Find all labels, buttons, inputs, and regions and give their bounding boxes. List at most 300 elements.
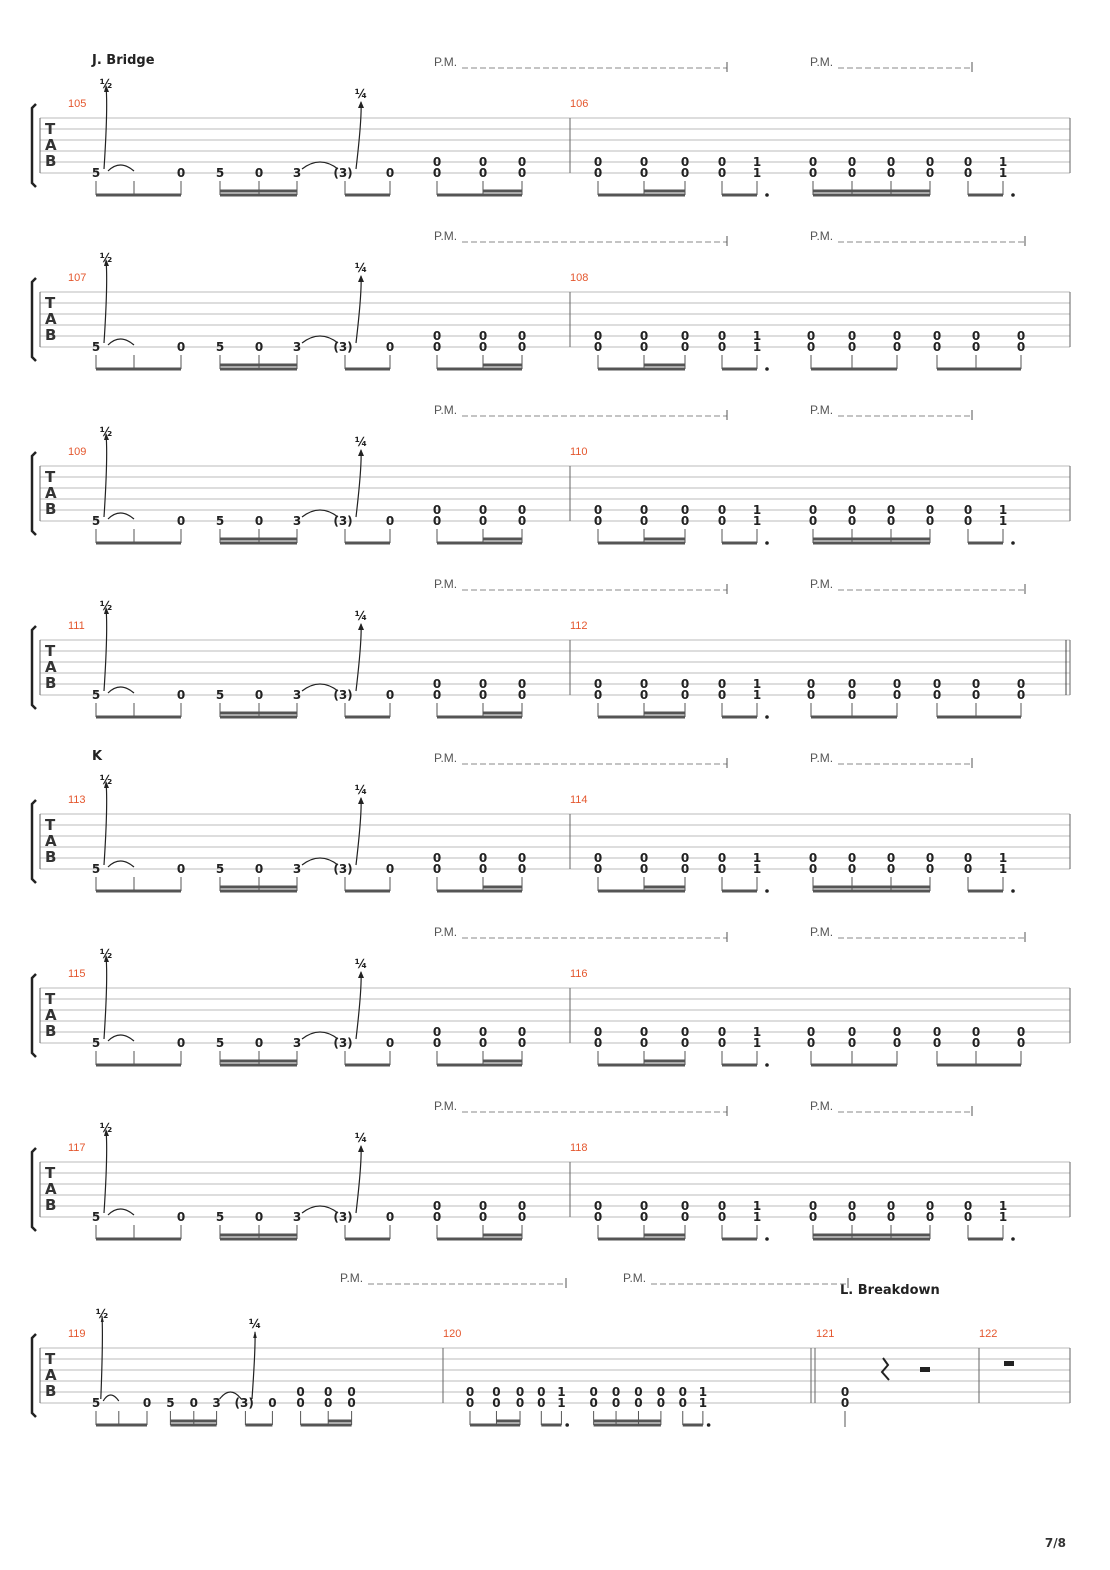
fret-number: 1: [998, 503, 1008, 517]
fret-number: 0: [717, 340, 727, 354]
measure-number: 113: [68, 794, 86, 806]
tab-clef-letter: B: [45, 674, 57, 692]
fret-number: 0: [639, 1210, 649, 1224]
dot: [1011, 193, 1015, 197]
tab-clef-letter: B: [45, 152, 57, 170]
fret-number: 0: [806, 340, 816, 354]
fret-number: 1: [752, 851, 762, 865]
fret-number: 0: [847, 503, 857, 517]
bend-arrow: [356, 276, 361, 343]
fret-number: 0: [593, 155, 603, 169]
bend-arrow: [104, 434, 107, 517]
fret-number: 0: [963, 503, 973, 517]
bend-arrow: [104, 956, 107, 1039]
fret-number: 0: [432, 688, 442, 702]
fret-number: 1: [998, 1210, 1008, 1224]
tab-clef-letter: A: [45, 484, 57, 502]
fret-number: 5: [91, 1210, 101, 1224]
bend-arrow: [356, 1146, 361, 1213]
fret-number: 0: [971, 677, 981, 691]
fret-number: 0: [971, 340, 981, 354]
tie-arc: [108, 861, 134, 867]
bend-arrowhead: [358, 971, 364, 978]
fret-number: 1: [998, 851, 1008, 865]
dot: [765, 889, 769, 893]
fret-number: 0: [478, 677, 488, 691]
fret-number: 0: [717, 155, 727, 169]
fret-number: 0: [808, 514, 818, 528]
fret-number: 0: [254, 688, 264, 702]
fret-number: 0: [680, 677, 690, 691]
fret-number: 0: [324, 1385, 333, 1399]
measure-number: 119: [68, 1328, 86, 1340]
fret-number: 0: [806, 677, 816, 691]
measure-number: 105: [68, 98, 87, 110]
fret-number: 0: [847, 677, 857, 691]
fret-number: 0: [593, 851, 603, 865]
fret-number: 1: [998, 1199, 1008, 1213]
bend-arrow: [104, 86, 107, 169]
bend-half-label: ½: [95, 1307, 109, 1321]
section-label: L. Breakdown: [840, 1283, 940, 1298]
fret-number: 0: [806, 688, 816, 702]
fret-number: 0: [385, 514, 395, 528]
fret-number: 0: [517, 329, 527, 343]
bend-arrow: [356, 624, 361, 691]
fret-number: 0: [268, 1396, 277, 1410]
fret-number: 3: [292, 1036, 302, 1050]
fret-number: 0: [678, 1385, 687, 1399]
measure-number: 122: [979, 1328, 998, 1340]
fret-number: 1: [752, 1199, 762, 1213]
fret-number: 1: [752, 329, 762, 343]
fret-number: 0: [537, 1396, 546, 1410]
fret-number: 0: [717, 503, 727, 517]
palm-mute-label: P.M.: [810, 925, 834, 939]
fret-number: 0: [176, 514, 186, 528]
dot: [765, 1237, 769, 1241]
measure-number: 111: [68, 620, 85, 632]
measure-number: 120: [443, 1328, 462, 1340]
fret-number: 0: [806, 1025, 816, 1039]
bend-quarter-label: ¼: [248, 1317, 262, 1331]
fret-number: 0: [925, 1210, 935, 1224]
dot: [707, 1423, 711, 1427]
fret-number: 1: [752, 166, 762, 180]
fret-number: 0: [847, 340, 857, 354]
fret-number: 0: [432, 1025, 442, 1039]
fret-number: 0: [593, 688, 603, 702]
fret-number: 3: [292, 514, 302, 528]
fret-number: 1: [698, 1385, 708, 1399]
fret-number: 0: [385, 340, 395, 354]
fret-number: 0: [296, 1385, 305, 1399]
fret-number: 0: [717, 514, 727, 528]
fret-number: 0: [593, 1025, 603, 1039]
fret-number: (3): [333, 514, 353, 528]
tab-clef-letter: B: [45, 1196, 57, 1214]
bend-arrow: [104, 608, 107, 691]
fret-number: 0: [639, 1036, 649, 1050]
fret-number: 5: [215, 514, 225, 528]
fret-number: 5: [91, 340, 101, 354]
tab-clef-letter: A: [45, 1180, 57, 1198]
fret-number: 5: [215, 166, 225, 180]
bend-arrowhead: [253, 1331, 257, 1338]
fret-number: 3: [292, 1210, 302, 1224]
fret-number: 0: [717, 677, 727, 691]
fret-number: (3): [234, 1396, 254, 1410]
fret-number: 0: [432, 1199, 442, 1213]
fret-number: 0: [1016, 329, 1026, 343]
fret-number: 1: [698, 1396, 708, 1410]
fret-number: 0: [925, 155, 935, 169]
system-bracket: [32, 974, 36, 1057]
system-bracket: [32, 1334, 36, 1417]
palm-mute-label: P.M.: [340, 1271, 364, 1285]
dot: [1011, 541, 1015, 545]
fret-number: 0: [517, 514, 527, 528]
fret-number: 0: [478, 155, 488, 169]
fret-number: 0: [517, 503, 527, 517]
palm-mute-label: P.M.: [434, 403, 458, 417]
fret-number: 3: [292, 688, 302, 702]
tab-clef-letter: T: [45, 816, 56, 834]
fret-number: 0: [886, 514, 896, 528]
fret-number: 0: [680, 514, 690, 528]
fret-number: 0: [347, 1385, 356, 1399]
fret-number: 5: [215, 688, 225, 702]
fret-number: 0: [806, 329, 816, 343]
fret-number: 0: [589, 1385, 598, 1399]
bend-half-label: ½: [99, 425, 113, 439]
fret-number: 0: [680, 155, 690, 169]
fret-number: 0: [847, 514, 857, 528]
tie-arc: [108, 1209, 134, 1215]
tab-clef-letter: T: [45, 642, 56, 660]
tie-arc: [108, 339, 134, 345]
fret-number: 0: [517, 851, 527, 865]
tie-arc: [103, 1395, 119, 1401]
tab-clef-letter: T: [45, 1350, 56, 1368]
bend-quarter-label: ¼: [354, 435, 368, 449]
fret-number: 0: [517, 1036, 527, 1050]
fret-number: 0: [176, 688, 186, 702]
fret-number: 0: [808, 503, 818, 517]
dot: [1011, 1237, 1015, 1241]
fret-number: 5: [215, 1210, 225, 1224]
fret-number: 0: [176, 340, 186, 354]
fret-number: 0: [932, 340, 942, 354]
fret-number: 5: [91, 862, 101, 876]
measure-number: 114: [570, 794, 588, 806]
fret-number: 0: [680, 329, 690, 343]
fret-number: 0: [680, 862, 690, 876]
fret-number: 0: [808, 862, 818, 876]
fret-number: 0: [478, 514, 488, 528]
tab-clef-letter: B: [45, 848, 57, 866]
fret-number: 0: [593, 514, 603, 528]
fret-number: 0: [254, 1210, 264, 1224]
fret-number: 0: [634, 1385, 643, 1399]
fret-number: 0: [717, 1036, 727, 1050]
fret-number: 0: [492, 1385, 501, 1399]
fret-number: 0: [611, 1396, 621, 1410]
fret-number: 0: [432, 862, 442, 876]
fret-number: 0: [886, 862, 896, 876]
fret-number: 0: [932, 329, 942, 343]
bend-arrow: [356, 450, 361, 517]
fret-number: 1: [752, 503, 762, 517]
fret-number: 0: [593, 340, 603, 354]
fret-number: 0: [932, 677, 942, 691]
tab-clef-letter: B: [45, 1382, 57, 1400]
fret-number: 0: [254, 862, 264, 876]
bend-arrow: [104, 260, 107, 343]
palm-mute-label: P.M.: [623, 1271, 647, 1285]
bend-arrow: [104, 782, 107, 865]
palm-mute-label: P.M.: [434, 577, 458, 591]
fret-number: 3: [212, 1396, 221, 1410]
fret-number: 0: [886, 851, 896, 865]
fret-number: 0: [639, 514, 649, 528]
bend-half-label: ½: [99, 947, 113, 961]
fret-number: 0: [680, 1025, 690, 1039]
fret-number: 0: [432, 1210, 442, 1224]
fret-number: 0: [465, 1385, 475, 1399]
fret-number: 0: [593, 1199, 603, 1213]
measure-number: 121: [816, 1328, 835, 1340]
fret-number: 5: [215, 340, 225, 354]
tab-clef-letter: A: [45, 1006, 57, 1024]
fret-number: 1: [752, 155, 762, 169]
fret-number: 0: [478, 340, 488, 354]
fret-number: 0: [432, 514, 442, 528]
system-bracket: [32, 278, 36, 361]
fret-number: 0: [892, 677, 902, 691]
fret-number: 0: [385, 1036, 395, 1050]
fret-number: 0: [808, 1199, 818, 1213]
fret-number: 0: [639, 166, 649, 180]
dot: [765, 715, 769, 719]
fret-number: 0: [892, 688, 902, 702]
fret-number: 0: [932, 1036, 942, 1050]
fret-number: 0: [478, 1025, 488, 1039]
fret-number: 0: [847, 329, 857, 343]
bend-half-label: ½: [99, 1121, 113, 1135]
fret-number: 0: [886, 166, 896, 180]
system-bracket: [32, 104, 36, 187]
fret-number: 1: [557, 1385, 566, 1399]
fret-number: 0: [1016, 688, 1026, 702]
fret-number: 5: [91, 514, 101, 528]
fret-number: 0: [639, 1025, 649, 1039]
fret-number: (3): [333, 688, 353, 702]
tab-clef-letter: A: [45, 832, 57, 850]
fret-number: 0: [611, 1385, 621, 1399]
fret-number: 0: [847, 851, 857, 865]
fret-number: 0: [176, 1036, 186, 1050]
fret-number: 0: [478, 1210, 488, 1224]
fret-number: 0: [593, 1210, 603, 1224]
bend-arrow: [356, 972, 361, 1039]
fret-number: 0: [639, 688, 649, 702]
fret-number: 0: [385, 688, 395, 702]
fret-number: 5: [166, 1396, 175, 1410]
dot: [765, 541, 769, 545]
fret-number: 0: [639, 155, 649, 169]
tie-arc: [108, 1035, 134, 1041]
fret-number: 0: [478, 166, 488, 180]
fret-number: 0: [254, 1036, 264, 1050]
bend-half-label: ½: [99, 773, 113, 787]
fret-number: 3: [292, 166, 302, 180]
fret-number: 0: [717, 851, 727, 865]
fret-number: 0: [639, 503, 649, 517]
fret-number: 0: [847, 1025, 857, 1039]
fret-number: 0: [176, 1210, 186, 1224]
fret-number: 0: [680, 688, 690, 702]
fret-number: 0: [847, 155, 857, 169]
fret-number: 0: [808, 155, 818, 169]
fret-number: 0: [517, 1199, 527, 1213]
fret-number: 5: [91, 166, 101, 180]
fret-number: 1: [752, 1036, 762, 1050]
fret-number: 3: [292, 340, 302, 354]
fret-number: 0: [478, 1036, 488, 1050]
fret-number: 0: [517, 1210, 527, 1224]
fret-number: 5: [91, 1036, 101, 1050]
fret-number: 0: [932, 1025, 942, 1039]
system-bracket: [32, 1148, 36, 1231]
fret-number: 0: [478, 503, 488, 517]
fret-number: 0: [717, 1025, 727, 1039]
fret-number: 0: [892, 1025, 902, 1039]
half-rest: [920, 1367, 930, 1372]
fret-number: 0: [254, 166, 264, 180]
fret-number: 0: [680, 1199, 690, 1213]
fret-number: 0: [847, 1199, 857, 1213]
fret-number: 0: [517, 677, 527, 691]
fret-number: 0: [717, 688, 727, 702]
fret-number: 0: [925, 166, 935, 180]
fret-number: 0: [432, 166, 442, 180]
fret-number: 1: [998, 155, 1008, 169]
fret-number: 0: [432, 503, 442, 517]
fret-number: 0: [808, 851, 818, 865]
tab-clef-letter: A: [45, 1366, 57, 1384]
fret-number: 0: [808, 166, 818, 180]
fret-number: 0: [639, 862, 649, 876]
fret-number: 0: [680, 340, 690, 354]
fret-number: 0: [593, 677, 603, 691]
fret-number: 0: [963, 1210, 973, 1224]
fret-number: 0: [680, 1210, 690, 1224]
fret-number: 0: [886, 155, 896, 169]
bend-arrowhead: [358, 101, 364, 108]
fret-number: 0: [517, 155, 527, 169]
measure-number: 117: [68, 1142, 86, 1154]
tie-arc: [108, 165, 134, 171]
fret-number: 0: [925, 862, 935, 876]
half-rest: [1004, 1361, 1014, 1366]
fret-number: 0: [963, 851, 973, 865]
measure-number: 107: [68, 272, 87, 284]
palm-mute-label: P.M.: [434, 229, 458, 243]
bend-arrow: [356, 798, 361, 865]
tab-clef-letter: A: [45, 136, 57, 154]
fret-number: 0: [932, 688, 942, 702]
fret-number: 0: [296, 1396, 305, 1410]
bend-half-label: ½: [99, 599, 113, 613]
fret-number: 1: [998, 514, 1008, 528]
tab-clef-letter: T: [45, 468, 56, 486]
fret-number: 0: [478, 688, 488, 702]
bend-arrow: [104, 1130, 107, 1213]
fret-number: 0: [478, 851, 488, 865]
fret-number: 0: [680, 503, 690, 517]
tab-clef-letter: T: [45, 1164, 56, 1182]
fret-number: 0: [963, 1199, 973, 1213]
bend-arrow: [101, 1316, 103, 1399]
measure-number: 115: [68, 968, 86, 980]
fret-number: 0: [925, 514, 935, 528]
fret-number: 0: [189, 1396, 198, 1410]
fret-number: 0: [971, 688, 981, 702]
fret-number: 0: [176, 862, 186, 876]
dot: [765, 193, 769, 197]
fret-number: (3): [333, 1210, 353, 1224]
fret-number: 0: [971, 329, 981, 343]
fret-number: 0: [517, 1025, 527, 1039]
palm-mute-label: P.M.: [810, 55, 834, 69]
fret-number: 0: [639, 851, 649, 865]
fret-number: 1: [752, 862, 762, 876]
bend-quarter-label: ¼: [354, 609, 368, 623]
fret-number: 0: [680, 1036, 690, 1050]
fret-number: 5: [91, 688, 101, 702]
fret-number: 0: [593, 329, 603, 343]
bend-arrowhead: [358, 1145, 364, 1152]
bend-arrowhead: [358, 623, 364, 630]
fret-number: 0: [680, 166, 690, 180]
palm-mute-label: P.M.: [810, 1099, 834, 1113]
fret-number: 0: [478, 1199, 488, 1213]
fret-number: 0: [1016, 677, 1026, 691]
bend-arrow: [356, 102, 361, 169]
fret-number: 0: [971, 1025, 981, 1039]
fret-number: 1: [998, 166, 1008, 180]
fret-number: 0: [432, 851, 442, 865]
fret-number: 5: [91, 1396, 101, 1410]
fret-number: 0: [678, 1396, 687, 1410]
bend-quarter-label: ¼: [354, 261, 368, 275]
fret-number: 0: [847, 862, 857, 876]
measure-number: 106: [570, 98, 589, 110]
fret-number: 1: [752, 514, 762, 528]
fret-number: 0: [142, 1396, 152, 1410]
section-label: J. Bridge: [92, 53, 155, 68]
palm-mute-label: P.M.: [810, 751, 834, 765]
fret-number: 0: [963, 862, 973, 876]
fret-number: 0: [1016, 1036, 1026, 1050]
fret-number: 1: [752, 340, 762, 354]
fret-number: 0: [254, 340, 264, 354]
tab-clef-letter: B: [45, 1022, 57, 1040]
fret-number: 0: [639, 677, 649, 691]
fret-number: 0: [465, 1396, 475, 1410]
fret-number: (3): [333, 862, 353, 876]
